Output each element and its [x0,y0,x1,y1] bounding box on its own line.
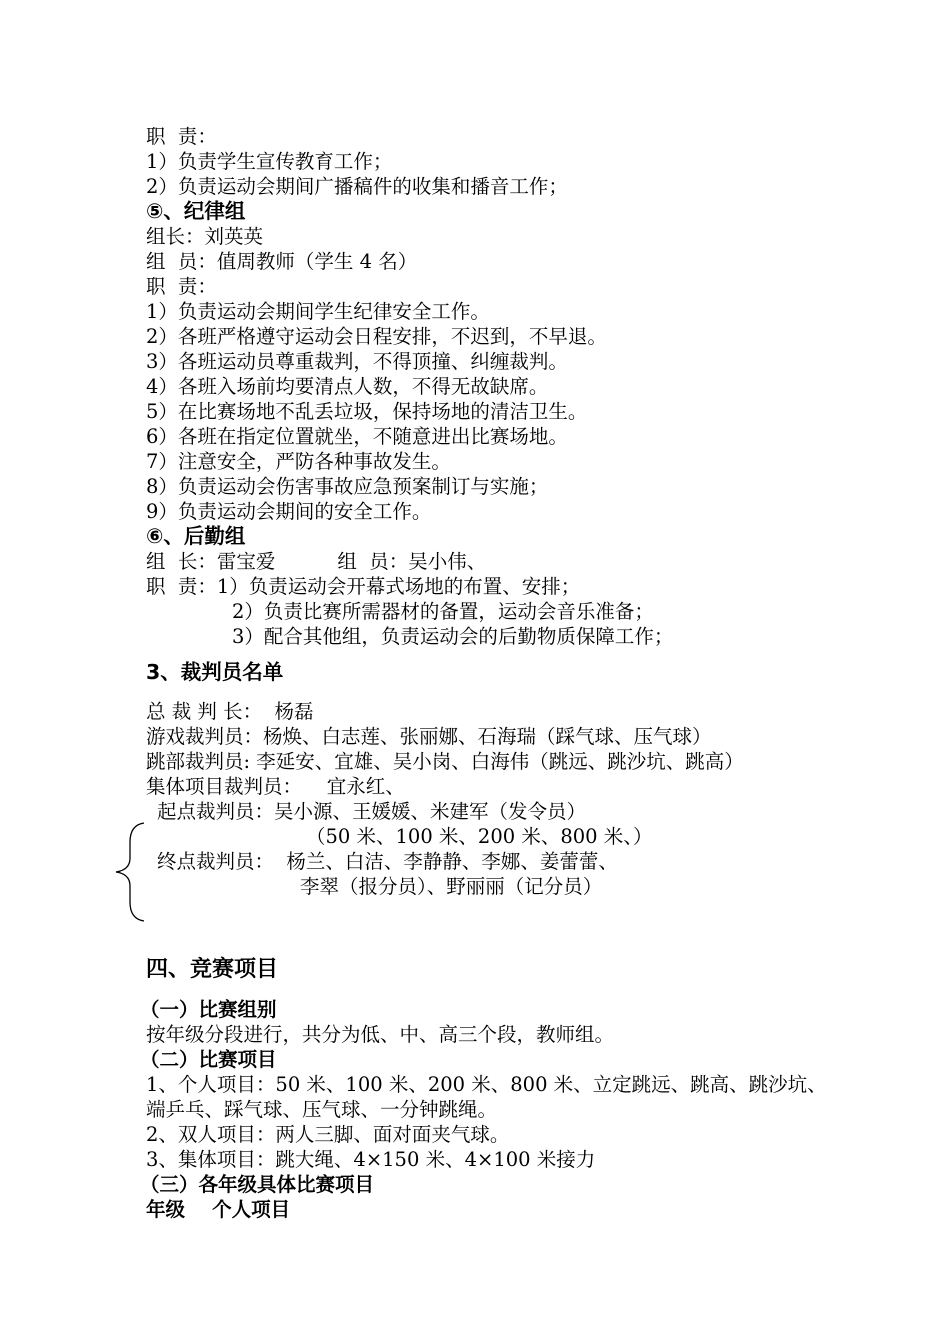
referee-group: 集体项目裁判员： 宜永红、 [146,775,405,798]
duty-label: 职 责： [146,125,217,148]
section-heading-discipline: ⑤、纪律组 [146,199,246,223]
group-leader: 组长：刘英英 [146,225,264,248]
duty-item: 3）配合其他组，负责运动会的后勤物质保障工作； [232,625,674,648]
referee-start: 起点裁判员：吴小源、王媛媛、米建军（发令员） [157,800,587,823]
duty-item: 1）负责学生宣传教育工作； [146,150,393,173]
duty-item: 职 责：1）负责运动会开幕式场地的布置、安排； [146,575,581,598]
duty-item: 1）负责运动会期间学生纪律安全工作。 [146,300,490,323]
duty-item: 4）各班入场前均要清点人数，不得无故缺席。 [146,375,549,398]
curly-brace-icon [112,822,148,922]
group-leader-members: 组 长：雷宝爱 组 员：吴小伟、 [146,550,487,573]
referee-distances: （50 米、100 米、200 米、800 米、） [306,825,653,848]
duty-item: 3）各班运动员尊重裁判，不得顶撞、纠缠裁判。 [146,350,568,373]
referee-jump: 跳部裁判员: 李延安、宜雄、吴小岗、白海伟（跳远、跳沙坑、跳高） [146,750,744,773]
subsection-heading: （一）比赛组别 [140,998,277,1021]
subsection-heading: （三）各年级具体比赛项目 [140,1173,375,1196]
section-heading-logistics: ⑥、后勤组 [146,524,246,548]
paragraph: 按年级分段进行，共分为低、中、高三个段，教师组。 [146,1023,615,1046]
referee-finish: 终点裁判员： 杨兰、白洁、李静静、李娜、姜蕾蕾、 [157,850,618,873]
duty-item: 2）负责运动会期间广播稿件的收集和播音工作； [146,175,568,198]
duty-item: 6）各班在指定位置就坐，不随意进出比赛场地。 [146,425,568,448]
referee-chief: 总 裁 判 长： 杨磊 [146,700,314,723]
duty-item: 2）各班严格遵守运动会日程安排，不迟到，不早退。 [146,325,607,348]
duty-item: 5）在比赛场地不乱丢垃圾，保持场地的清洁卫生。 [146,400,588,423]
paragraph: 3、集体项目：跳大绳、4×150 米、4×100 米接力 [146,1148,596,1171]
referee-game: 游戏裁判员：杨焕、白志莲、张丽娜、石海瑞（踩气球、压气球） [146,725,712,748]
referee-scorers: 李翠（报分员）、野丽丽（记分员） [300,875,603,898]
duty-item: 8）负责运动会伤害事故应急预案制订与实施； [146,475,549,498]
duty-item: 9）负责运动会期间的安全工作。 [146,500,432,523]
table-header: 年级 个人项目 [146,1198,291,1221]
duty-item: 2）负责比赛所需器材的备置，运动会音乐准备； [232,600,654,623]
section-heading-events: 四、竞赛项目 [146,957,279,982]
paragraph: 端乒乓、踩气球、压气球、一分钟跳绳。 [146,1098,498,1121]
paragraph: 1、个人项目：50 米、100 米、200 米、800 米、立定跳远、跳高、跳沙坑、 [146,1073,827,1096]
duty-item: 7）注意安全，严防各种事故发生。 [146,450,451,473]
paragraph: 2、双人项目：两人三脚、面对面夹气球。 [146,1123,510,1146]
duty-label: 职 责： [146,275,217,298]
group-members: 组 员：值周教师（学生 4 名） [146,250,418,273]
subsection-heading: （二）比赛项目 [140,1048,277,1071]
section-heading-referees: 3、裁判员名单 [146,660,284,684]
